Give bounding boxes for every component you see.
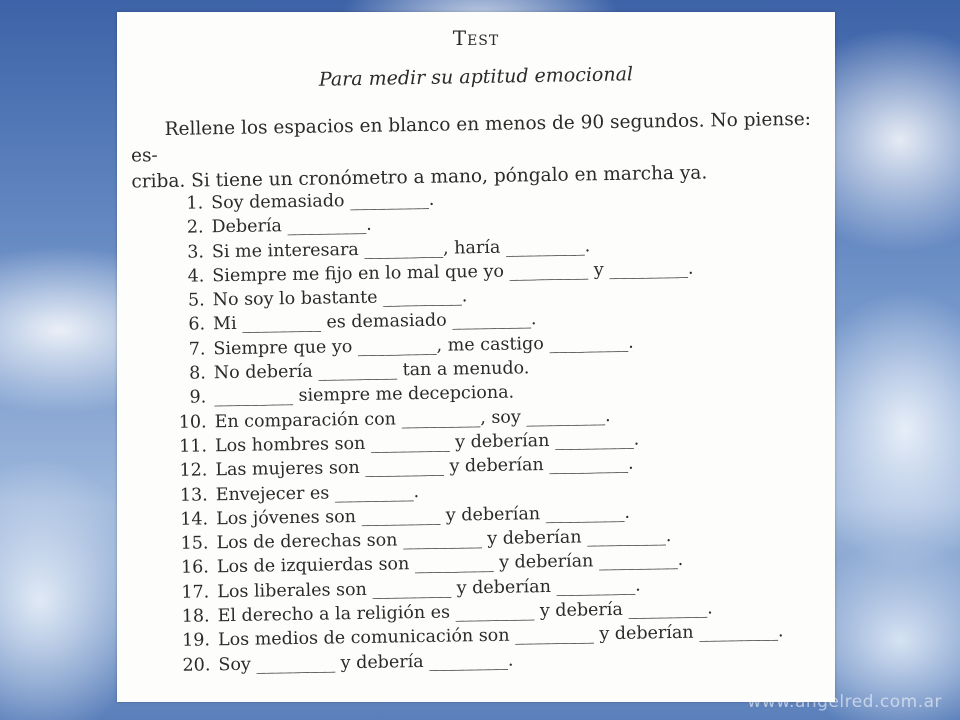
instructions-line-2: criba. Si tiene un cronómetro a mano, póngalo en marcha ya. bbox=[131, 162, 708, 193]
item-number: 10. bbox=[178, 412, 207, 433]
item-text: Los de derechas son _________ y deberían _________. bbox=[216, 526, 672, 554]
item-text: Debería _________. bbox=[211, 215, 372, 238]
item-text: Las mujeres son _________ y deberían _________. bbox=[215, 453, 634, 481]
item-text: Los hombres son _________ y deberían _________. bbox=[214, 429, 640, 457]
scanned-test-page bbox=[117, 12, 835, 702]
instructions bbox=[130, 107, 831, 196]
item-number: 11. bbox=[179, 436, 208, 457]
item-number: 6. bbox=[188, 314, 206, 336]
item-text: No soy lo bastante _________. bbox=[212, 286, 468, 311]
item-text: Mi _________ es demasiado _________. bbox=[212, 309, 537, 335]
item-text: _________ siempre me decepciona. bbox=[214, 382, 515, 408]
item-text: Soy _________ y debería _________. bbox=[218, 650, 514, 675]
item-number: 18. bbox=[181, 606, 210, 627]
item-number: 13. bbox=[179, 484, 208, 506]
item-number: 12. bbox=[179, 460, 208, 482]
item-text: En comparación con _________, soy _________. bbox=[214, 405, 611, 432]
item-text: Los medios de comunicación son _________ y deberían _________. bbox=[217, 621, 784, 651]
item-number: 8. bbox=[188, 363, 207, 384]
item-text: Los liberales son _________ y deberían _________. bbox=[217, 575, 641, 602]
item-number: 1. bbox=[186, 193, 204, 214]
instructions-line-1: Rellene los espacios en blanco en menos de 90 segundos. No piense: es- bbox=[130, 108, 812, 167]
item-number: 20. bbox=[182, 654, 211, 676]
question-list bbox=[165, 182, 833, 678]
site-watermark: www.angelred.com.ar bbox=[747, 692, 942, 712]
item-number: 4. bbox=[187, 266, 205, 287]
item-text: Si me interesara _________, haría _________. bbox=[211, 235, 591, 262]
item-number: 5. bbox=[187, 290, 205, 311]
item-number: 19. bbox=[182, 630, 211, 652]
item-number: 9. bbox=[189, 387, 207, 409]
item-text: Soy demasiado _________. bbox=[211, 189, 435, 214]
item-text: No debería _________ tan a menudo. bbox=[213, 358, 530, 384]
item-text: Los jóvenes son _________ y deberían _________. bbox=[215, 502, 631, 530]
item-number: 2. bbox=[186, 217, 204, 238]
item-number: 3. bbox=[187, 241, 205, 263]
item-text: Envejecer es _________. bbox=[215, 481, 420, 505]
page-title: Test bbox=[452, 26, 500, 50]
item-number: 15. bbox=[180, 533, 209, 554]
item-text: Siempre me fijo en lo mal que yo _________ y _________. bbox=[212, 258, 694, 287]
item-number: 17. bbox=[181, 582, 210, 603]
item-number: 14. bbox=[180, 509, 209, 530]
item-number: 7. bbox=[188, 339, 206, 360]
item-text: Siempre que yo _________, me castigo _________. bbox=[213, 332, 634, 360]
page-subtitle: Para medir su aptitud emocional bbox=[318, 63, 634, 91]
item-number: 16. bbox=[180, 557, 210, 579]
item-text: Los de izquierdas son _________ y deberían _________. bbox=[216, 550, 684, 578]
item-text: El derecho a la religión es _________ y debería _________. bbox=[217, 598, 713, 627]
